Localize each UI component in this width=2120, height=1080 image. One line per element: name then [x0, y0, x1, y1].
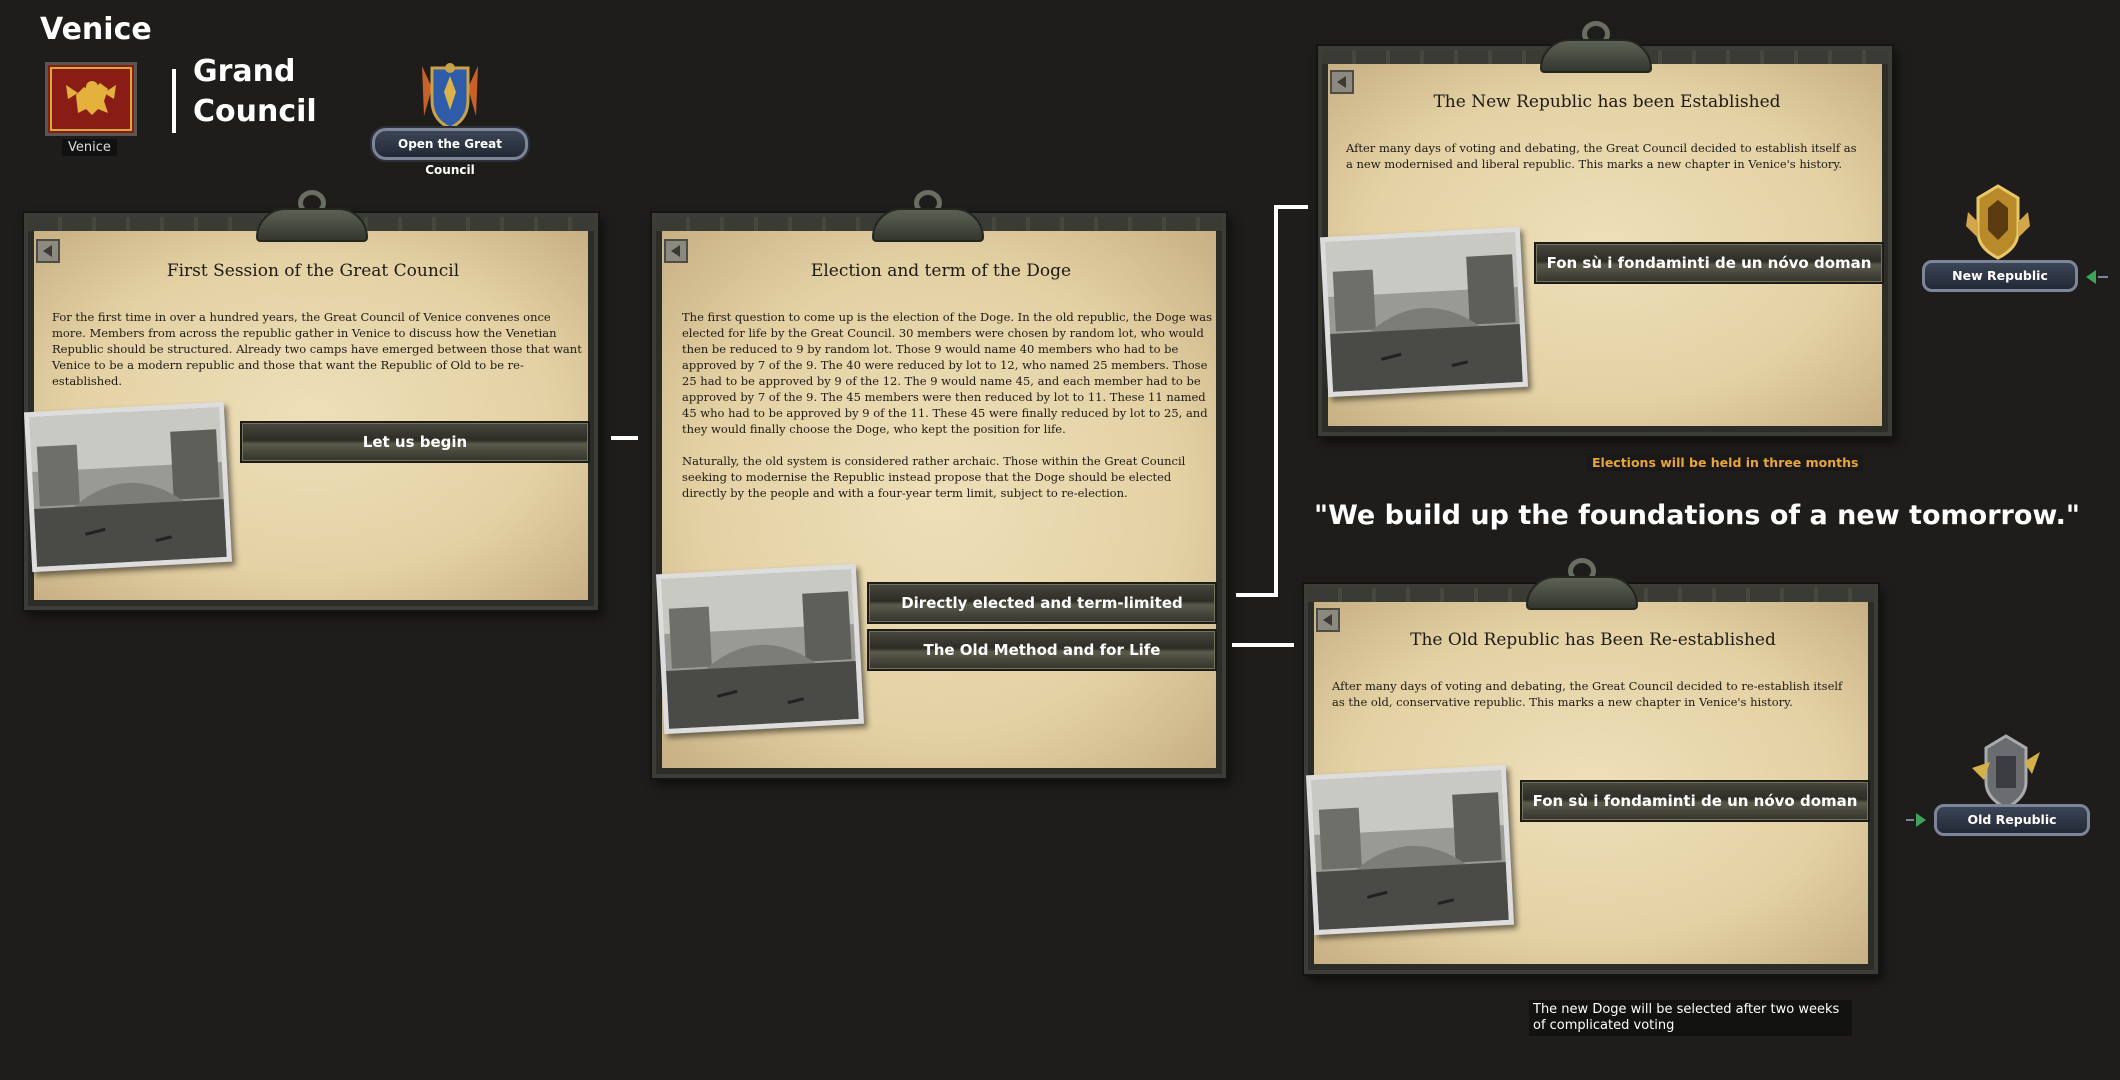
connector-line — [1274, 205, 1308, 209]
focus-old-republic[interactable]: Old Republic — [1934, 804, 2090, 836]
connector-line — [2098, 276, 2108, 278]
rialto-bridge-photo — [1306, 765, 1514, 935]
arrow-right-icon — [1916, 813, 1926, 827]
event-card-first-session — [24, 213, 598, 610]
event-title: The Old Republic has Been Re-established — [1410, 630, 1776, 650]
back-arrow-icon[interactable] — [664, 239, 688, 263]
new-republic-emblem-icon[interactable] — [1958, 182, 2038, 262]
event-title: First Session of the Great Council — [166, 261, 460, 281]
option-button-directly-elected[interactable]: Directly elected and term-limited — [867, 582, 1217, 624]
open-great-council-button[interactable]: Open the Great Council — [372, 128, 528, 160]
section-title-line1: Grand — [193, 54, 296, 89]
event-description: After many days of voting and debating, the Great Council decided to re-establish itself as the old, conservative republic. This marks a new chapter in Venice's history. — [1332, 679, 1843, 709]
option-button-new-tomorrow[interactable]: Fon sù i fondaminti de un nóvo doman — [1534, 242, 1884, 284]
event-description: After many days of voting and debating, the Great Council decided to establish itself as a new modernised and liberal republic. This marks a new chapter in Venice's history. — [1346, 141, 1857, 171]
option-button-new-tomorrow[interactable]: Fon sù i fondaminti de un nóvo doman — [1520, 780, 1870, 822]
connector-line — [1906, 819, 1914, 821]
event-title: The New Republic has been Established — [1433, 92, 1781, 112]
paper-clip-icon — [256, 190, 368, 240]
header-divider — [172, 69, 176, 133]
paper-clip-icon — [1540, 21, 1652, 71]
connector-line — [1236, 593, 1278, 597]
paper-clip-icon — [872, 190, 984, 240]
council-shield-icon — [410, 58, 490, 132]
option-button-old-method[interactable]: The Old Method and for Life — [867, 629, 1217, 671]
venice-flag[interactable] — [45, 62, 137, 136]
flag-label: Venice — [62, 139, 117, 156]
doge-selection-note: The new Doge will be selected after two weeks of complicated voting — [1529, 1000, 1852, 1036]
connector-line — [611, 436, 638, 440]
event-card-old-republic — [1304, 584, 1878, 974]
connector-line — [1274, 205, 1278, 597]
event-card-election-doge — [652, 213, 1226, 778]
country-title: Venice — [40, 12, 152, 47]
event-description: For the first time in over a hundred years, the Great Council of Venice convenes once more. Members from across the republic gather in Venice to discuss how the Venetian Republic should be structured. Already two camps have emerged between those that want Venice to be a modern republic and those that want the Republic of Old to be re-established. — [52, 310, 582, 388]
focus-new-republic[interactable]: New Republic — [1922, 260, 2078, 292]
connector-line — [1232, 643, 1294, 647]
back-arrow-icon[interactable] — [1316, 608, 1340, 632]
option-button-let-us-begin[interactable]: Let us begin — [240, 421, 590, 463]
elections-note: Elections will be held in three months — [1587, 454, 1863, 471]
back-arrow-icon[interactable] — [36, 239, 60, 263]
section-title-line2: Council — [193, 94, 317, 129]
back-arrow-icon[interactable] — [1330, 70, 1354, 94]
paper-clip-icon — [1526, 558, 1638, 608]
section-title — [193, 52, 317, 132]
rialto-bridge-photo — [1320, 227, 1528, 397]
motto-quote: "We build up the foundations of a new tomorrow." — [1314, 500, 2080, 531]
event-card-new-republic — [1318, 46, 1892, 436]
arrow-left-icon — [2086, 270, 2096, 284]
event-title: Election and term of the Doge — [810, 261, 1072, 281]
old-republic-emblem-icon[interactable] — [1966, 732, 2046, 812]
event-description: The first question to come up is the election of the Doge. In the old republic, the Doge was elected for life by the Great Council. 30 members were chosen by random lot, who would then be reduced to 9 by random lot. Those 9 would name 40 members who had to be approved by 7 of the 9. The 40 were reduced by lot to 12, who named 25 members. Those 25 had to be approved by 9 of the 12. The 9 would name 45, and each member had to be approved by 7 of the 9. The 45 members were then reduced by lot to 11. These 11 named 45 who had to be approved by 9 of the 11. These 45 were finally reduced by lot to 25, and they would finally choose the Doge, who kept the position for life. Naturally, the old system is considered rather archaic. Those within the Great Council seeking to modernise the Republic instead propose that the Doge should be elected directly by the people and with a four-year term limit, subject to re-election. — [682, 310, 1212, 500]
rialto-bridge-photo — [656, 564, 864, 734]
rialto-bridge-photo — [24, 402, 232, 572]
